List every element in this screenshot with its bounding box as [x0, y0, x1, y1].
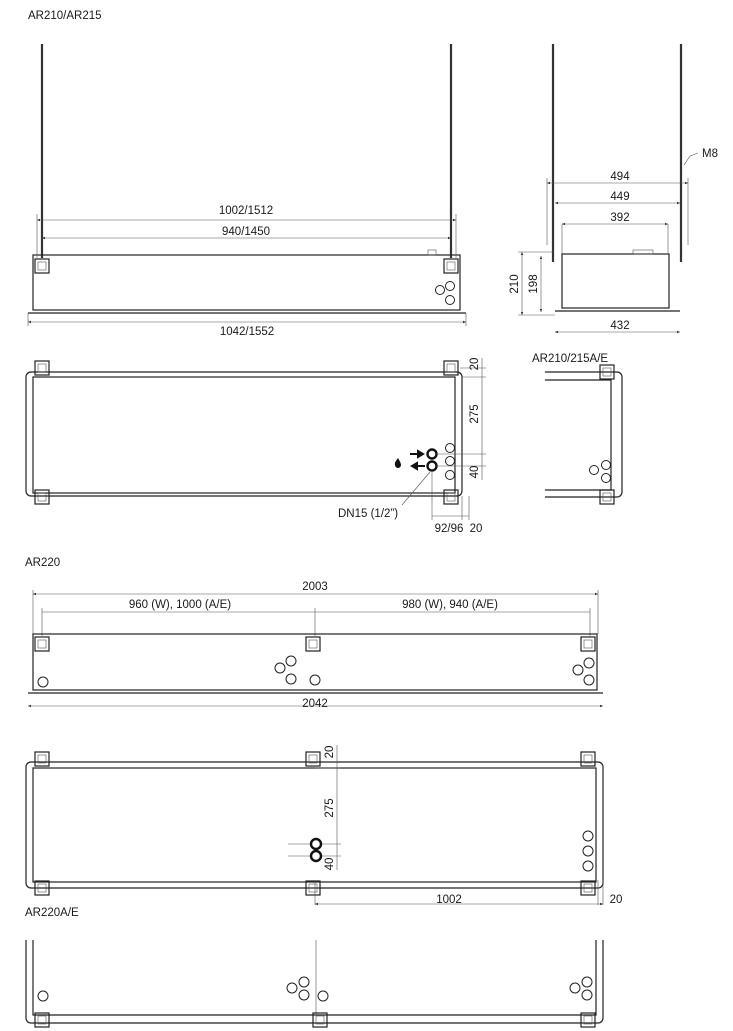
dim-198: 198	[528, 274, 540, 294]
dim-40: 40	[469, 465, 481, 479]
dim-494: 494	[610, 171, 630, 183]
dim-1002: 1002	[436, 894, 462, 906]
ar220-plan-view	[26, 745, 603, 905]
label-m8: M8	[702, 148, 718, 160]
dim-20-side-ar220: 20	[609, 894, 623, 906]
ar210-side-view	[518, 44, 698, 332]
dim-20-side: 20	[469, 523, 483, 535]
dim-940-1450: 940/1450	[222, 226, 270, 238]
dim-92-96: 92/96	[434, 523, 464, 535]
dim-2003: 2003	[302, 581, 328, 593]
dim-449: 449	[610, 191, 630, 203]
ar220-front-view	[28, 590, 603, 706]
dim-1002-1512: 1002/1512	[218, 205, 274, 217]
title-ar210-ae: AR210/215A/E	[532, 353, 609, 365]
title-ar220-ae: AR220A/E	[25, 907, 79, 919]
dim-275: 275	[469, 404, 481, 424]
dim-20-top-ar220: 20	[324, 745, 336, 759]
ar210-plan-view	[26, 358, 486, 520]
dim-2042: 2042	[302, 698, 328, 710]
dim-275-ar220: 275	[324, 798, 336, 818]
dim-40-ar220: 40	[324, 857, 336, 871]
dim-20-top: 20	[469, 357, 481, 371]
dim-432: 432	[610, 320, 630, 332]
dim-960-1000: 960 (W), 1000 (A/E)	[128, 599, 232, 611]
dim-1042-1552: 1042/1552	[219, 326, 275, 338]
title-ar210: AR210/AR215	[28, 10, 102, 22]
dim-980-940: 980 (W), 940 (A/E)	[402, 599, 498, 611]
dim-392: 392	[610, 212, 630, 224]
dim-210: 210	[509, 274, 521, 294]
ar220-ae-view	[26, 940, 603, 1027]
ar210-front-view	[28, 44, 466, 326]
title-ar220: AR220	[25, 557, 61, 569]
label-dn15: DN15 (1/2”)	[338, 508, 399, 520]
ar210-ae-view	[545, 365, 622, 504]
